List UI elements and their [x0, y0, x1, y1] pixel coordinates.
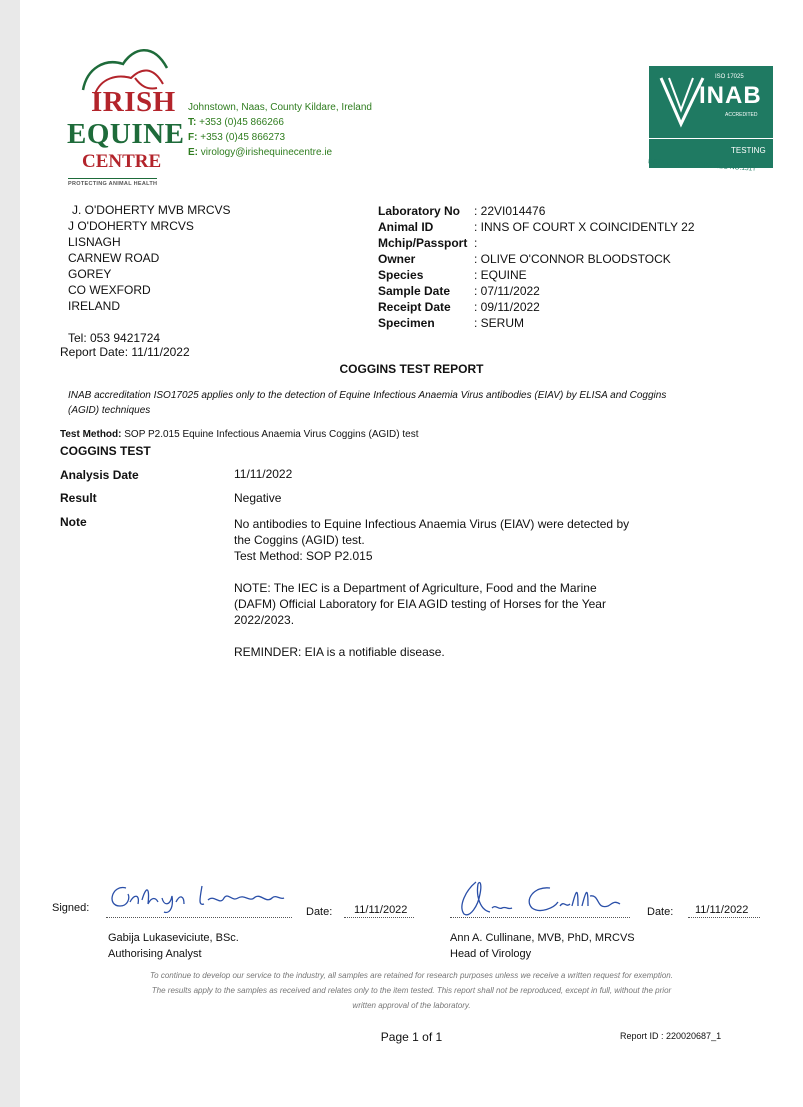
inab-scope: DETAILED IN SCOPE REG NO.151T: [647, 158, 757, 173]
contact-fax: +353 (0)45 866273: [200, 132, 286, 143]
test-method: [60, 429, 419, 440]
specimen-value: : SERUM: [474, 316, 525, 330]
report-title: COGGINS TEST REPORT: [339, 362, 484, 376]
analysis-date-label: Analysis Date: [60, 468, 139, 482]
inab-accredited: ACCREDITED: [725, 112, 758, 118]
contact-block: [188, 100, 372, 160]
note-line: REMINDER: EIA is a notifiable disease.: [234, 645, 445, 659]
contact-tel: +353 (0)45 866266: [199, 117, 284, 128]
recipient-name: J. O'DOHERTY MVB MRCVS: [72, 203, 231, 217]
note-text: [234, 516, 629, 660]
footer-line-3: written approval of the laboratory.: [352, 1001, 471, 1010]
footer-disclaimer: [20, 968, 803, 1013]
inab-name: INAB: [699, 82, 762, 109]
inab-iso-label: ISO 17025: [715, 74, 744, 80]
recipient-line: CO WEXFORD: [68, 283, 151, 297]
result-value: Negative: [234, 491, 282, 505]
date-2-value: 11/11/2022: [695, 904, 749, 916]
sample-date-value: : 07/11/2022: [474, 284, 540, 298]
footer-line-1: To continue to develop our service to the industry, all samples are retained for research purposes unless we receive a written request for exemption.: [150, 971, 673, 980]
recipient-line: IRELAND: [68, 299, 121, 313]
signature-2-line: [450, 917, 630, 918]
note-line: (DAFM) Official Laboratory for EIA AGID testing of Horses for the Year: [234, 597, 606, 611]
signatory-1-role: Authorising Analyst: [108, 948, 202, 960]
mchip-value: :: [474, 236, 478, 250]
date-1-value: 11/11/2022: [354, 904, 408, 916]
date-2-label: Date:: [647, 906, 674, 918]
specimen-label: Specimen: [378, 316, 435, 330]
email-label: E:: [188, 147, 198, 158]
page-number: Page 1 of 1: [380, 1030, 443, 1044]
signatory-1: [108, 930, 239, 962]
note-label: Note: [60, 515, 87, 529]
species-label: Species: [378, 268, 424, 282]
logo-word-irish: IRISH: [91, 86, 176, 118]
signature-1-line: [106, 917, 292, 918]
tel-label: T:: [188, 117, 197, 128]
report-id: Report ID : 220020687_1: [620, 1031, 722, 1041]
logo-tagline: PROTECTING ANIMAL HEALTH: [68, 178, 157, 187]
contact-address: Johnstown, Naas, County Kildare, Ireland: [188, 102, 372, 113]
inab-accreditation-badge: [649, 66, 773, 168]
note-line: the Coggins (AGID) test.: [234, 533, 365, 547]
analysis-date-value: 11/11/2022: [234, 467, 293, 481]
species-value: : EQUINE: [474, 268, 527, 282]
recipient-tel: Tel: 053 9421724: [68, 331, 161, 345]
lab-no-label: Laboratory No: [378, 204, 461, 218]
signatory-2: [450, 930, 635, 962]
owner-value: : OLIVE O'CONNOR BLOODSTOCK: [474, 252, 671, 266]
signatory-1-name: Gabija Lukaseviciute, BSc.: [108, 932, 239, 944]
receipt-date-value: : 09/11/2022: [474, 300, 540, 314]
date-2-line: [688, 917, 760, 918]
result-label: Result: [60, 491, 97, 505]
signature-1-image: [104, 876, 294, 916]
receipt-date-label: Receipt Date: [378, 300, 451, 314]
recipient-address: [68, 218, 194, 314]
report-date: Report Date: 11/11/2022: [60, 345, 190, 359]
footer-line-2: The results apply to the samples as received and relates only to the item tested. This report shall not be reproduced, except in full, without the prior: [151, 986, 672, 995]
animal-id-label: Animal ID: [378, 220, 434, 234]
signatory-2-role: Head of Virology: [450, 948, 532, 960]
inab-testing: TESTING: [731, 146, 766, 155]
recipient-line: GOREY: [68, 267, 112, 281]
note-line: NOTE: The IEC is a Department of Agriculture, Food and the Marine: [234, 581, 597, 595]
test-method-label: Test Method:: [60, 429, 122, 440]
test-method-value: SOP P2.015 Equine Infectious Anaemia Virus Coggins (AGID) test: [124, 429, 419, 440]
logo-word-centre: CENTRE: [82, 151, 162, 172]
logo-word-equine: EQUINE: [67, 118, 185, 150]
mchip-label: Mchip/Passport: [378, 236, 468, 250]
signature-2-image: [450, 876, 640, 920]
recipient-line: J O'DOHERTY MRCVS: [68, 219, 194, 233]
note-line: Test Method: SOP P2.015: [234, 549, 373, 563]
signatory-2-name: Ann A. Cullinane, MVB, PhD, MRCVS: [450, 932, 635, 944]
note-line: No antibodies to Equine Infectious Anaemia Virus (EIAV) were detected by: [234, 517, 630, 531]
signed-label: Signed:: [52, 902, 90, 914]
report-page: [20, 0, 803, 1107]
date-1-line: [344, 917, 414, 918]
contact-email: virology@irishequinecentre.ie: [200, 147, 333, 158]
animal-id-value: : INNS OF COURT X COINCIDENTLY 22: [474, 220, 695, 234]
fax-label: F:: [188, 132, 198, 143]
date-1-label: Date:: [306, 906, 333, 918]
note-line: 2022/2023.: [234, 613, 295, 627]
sample-date-label: Sample Date: [378, 284, 451, 298]
recipient-line: CARNEW ROAD: [68, 251, 160, 265]
owner-label: Owner: [378, 252, 416, 266]
recipient-line: LISNAGH: [68, 235, 121, 249]
lab-no-value: : 22VI014476: [474, 204, 546, 218]
section-title: COGGINS TEST: [60, 444, 151, 458]
accreditation-note: INAB accreditation ISO17025 applies only to the detection of Equine Infectious Anaemia Virus antibodies (EIAV) by ELISA and Coggins (AGID) techniques: [68, 390, 667, 416]
